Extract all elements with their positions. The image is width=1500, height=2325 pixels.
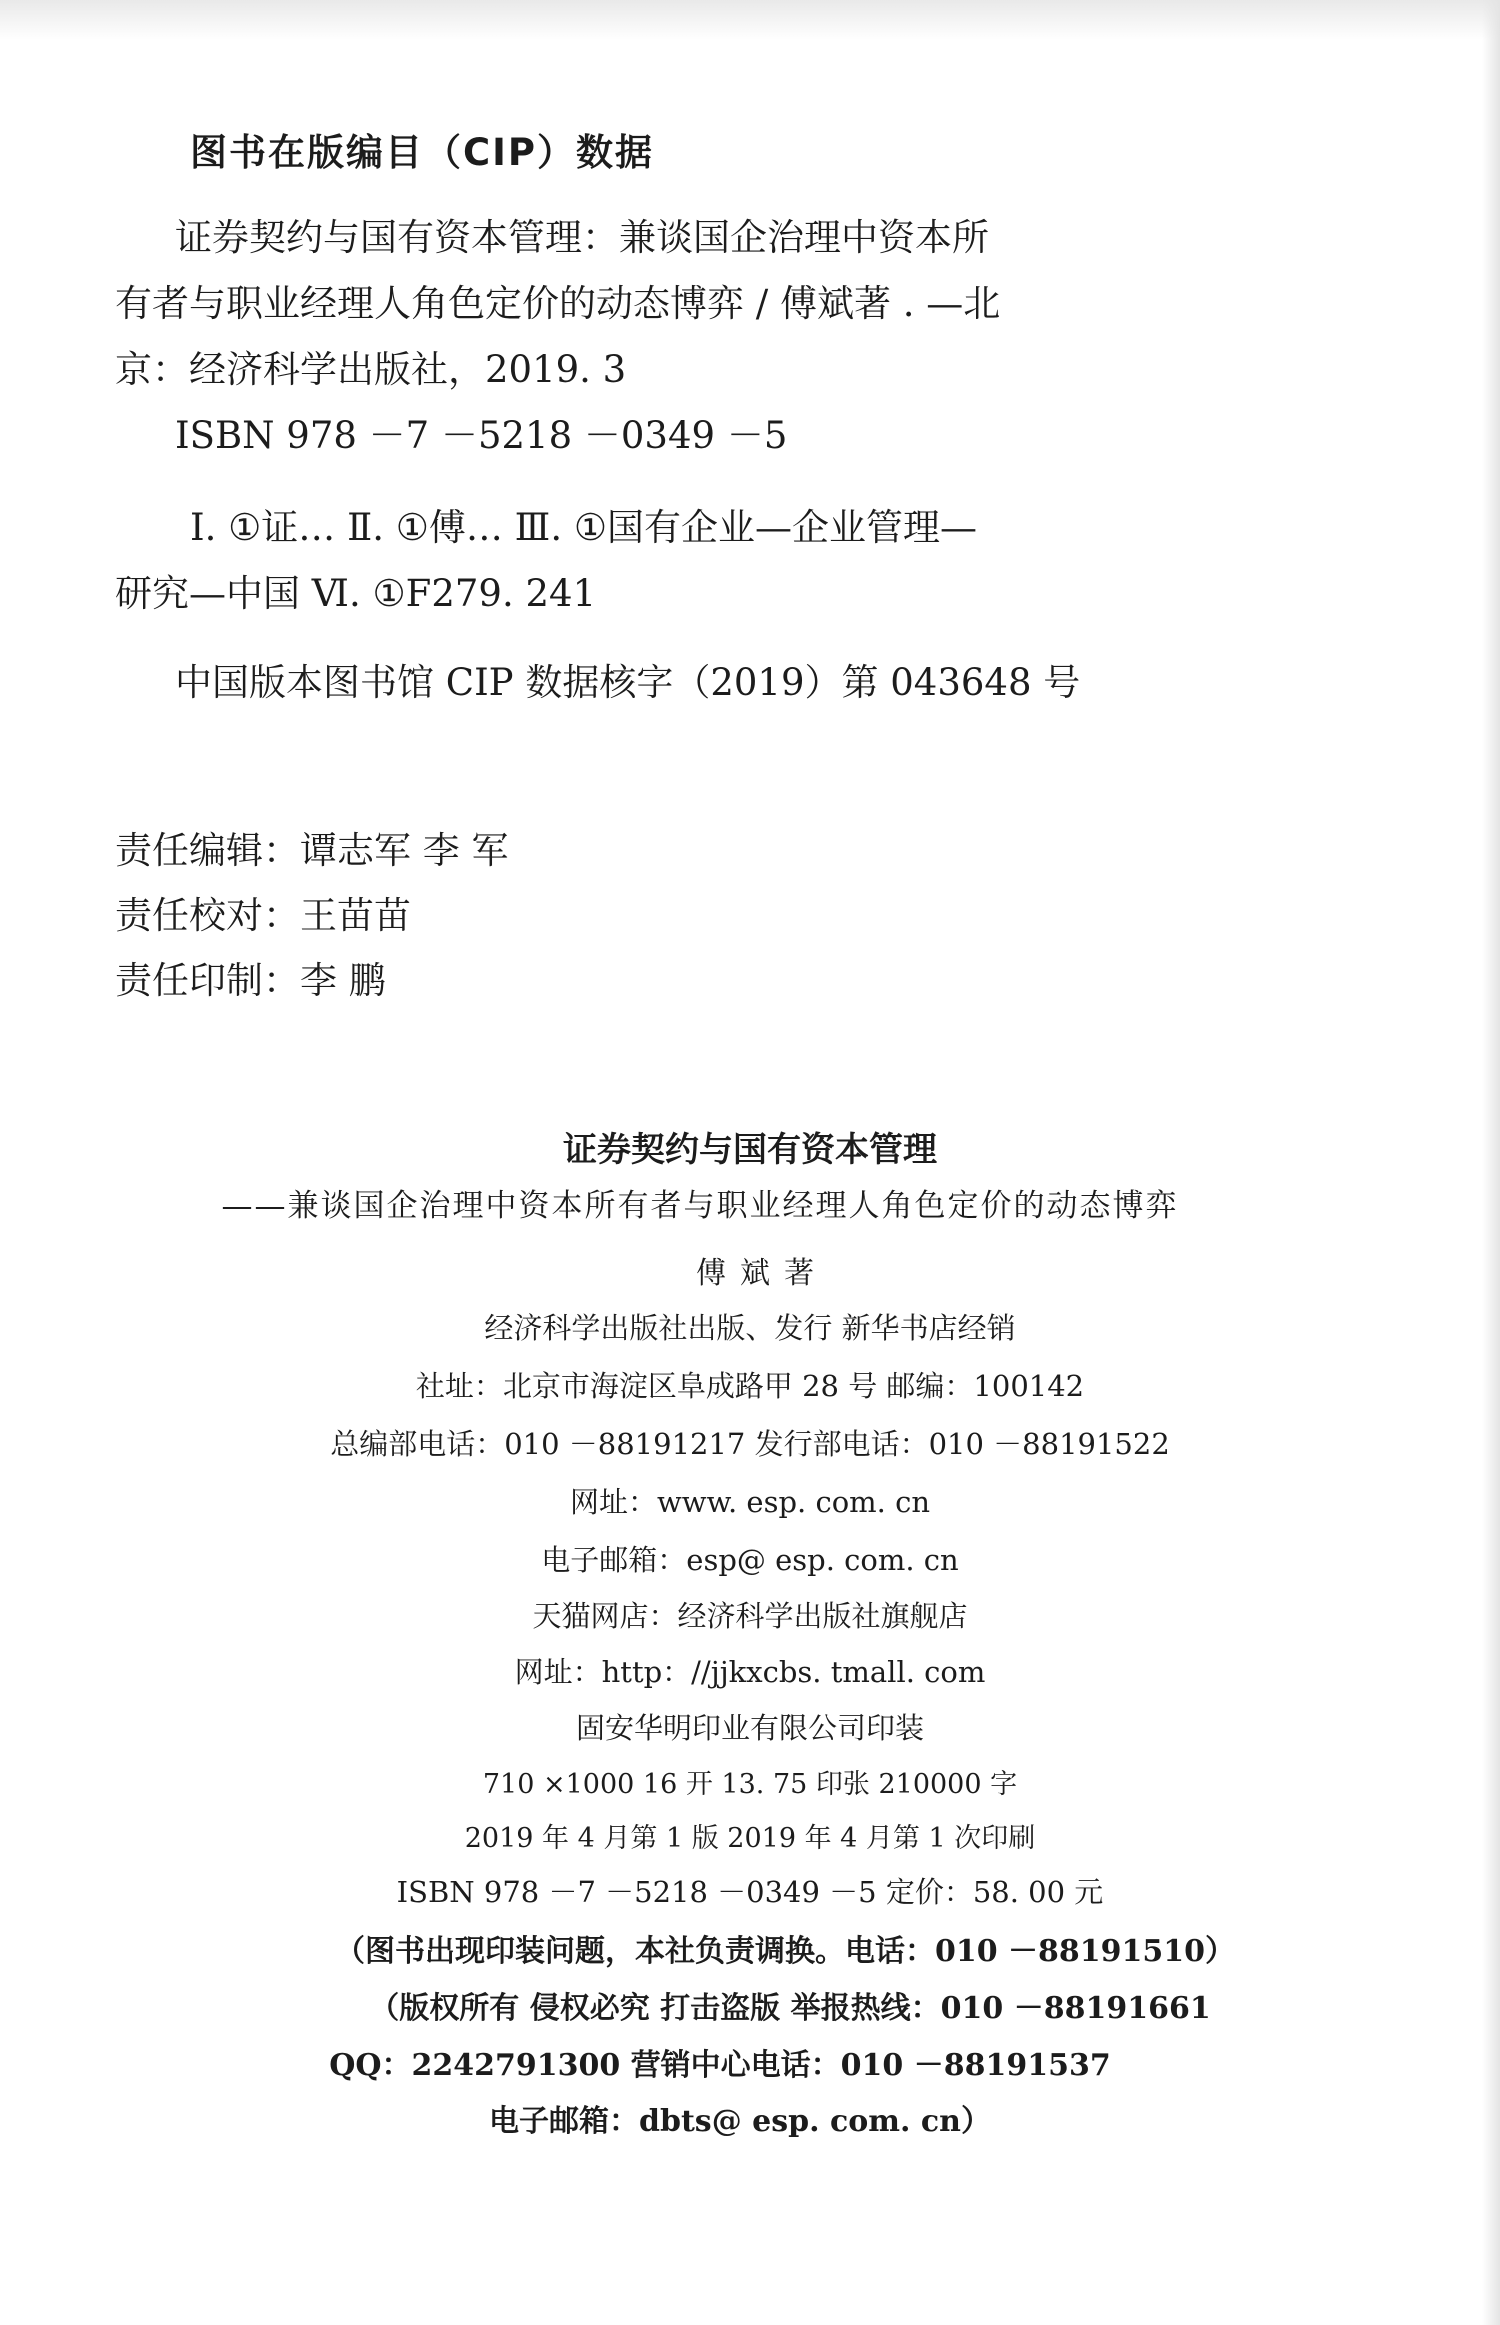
cip-class-line-1: Ⅰ. ①证… Ⅱ. ①傅… Ⅲ. ①国有企业—企业管理— [190,506,978,549]
colophon-author: 傅斌著 [696,1256,828,1291]
credit-label: 责任印制： [115,959,300,1002]
credit-editor [115,818,509,883]
cip-title-line-2: 有者与职业经理人角色定价的动态博弈 / 傅斌著 . —北 [115,282,1001,325]
colophon-edition: 2019 年 4 月第 1 版 2019 年 4 月第 1 次印刷 [464,1823,1036,1854]
credits [115,818,509,1013]
colophon-subtitle: ——兼谈国企治理中资本所有者与职业经理人角色定价的动态博弈 [221,1188,1179,1224]
credit-label: 责任编辑： [115,829,300,872]
colophon-format: 710 ×1000 16 开 13. 75 印张 210000 字 [482,1769,1018,1800]
colophon-website: 网址：www. esp. com. cn [569,1485,931,1519]
colophon-email: 电子邮箱：esp@ esp. com. cn [541,1543,959,1577]
notice-line-1: （图书出现印装问题，本社负责调换。电话：010 －88191510） [334,1934,1236,1969]
colophon-printer: 固安华明印业有限公司印装 [575,1711,924,1745]
cip-heading: 图书在版编目（CIP）数据 [190,131,655,174]
notice-line-2: （版权所有 侵权必究 打击盗版 举报热线：010 －88191661 [369,1991,1211,2026]
credit-value: 李 鹏 [300,959,386,1002]
cip-isbn: ISBN 978 －7 －5218 －0349 －5 [175,414,788,457]
credit-printing [115,948,509,1013]
colophon-address: 社址：北京市海淀区阜成路甲 28 号 邮编：100142 [415,1369,1085,1403]
cip-title-block [115,205,1115,469]
colophon-title: 证券契约与国有资本管理 [563,1130,937,1170]
colophon-tmall-store: 天猫网店：经济科学出版社旗舰店 [532,1599,968,1633]
cip-classification-block [115,495,1115,627]
scan-shadow-top [0,0,1500,40]
cip-title-line-1: 证券契约与国有资本管理：兼谈国企治理中资本所 [175,216,989,259]
notice-line-4: 电子邮箱：dbts@ esp. com. cn） [489,2104,991,2139]
credit-value: 谭志军 李 军 [300,829,509,872]
cip-number-block [115,650,1115,716]
cip-class-line-2: 研究—中国 Ⅵ. ①F279. 241 [115,572,597,615]
cip-number: 中国版本图书馆 CIP 数据核字（2019）第 043648 号 [175,661,1081,704]
colophon-phones: 总编部电话：010 －88191217 发行部电话：010 －88191522 [330,1427,1170,1461]
credit-label: 责任校对： [115,894,300,937]
credit-value: 王苗苗 [300,894,411,937]
colophon-isbn-price: ISBN 978 －7 －5218 －0349 －5 定价：58. 00 元 [396,1875,1104,1909]
credit-proofreader [115,883,509,948]
colophon-tmall-url: 网址：http：//jjkxcbs. tmall. com [514,1655,986,1689]
cip-title-line-3: 京：经济科学出版社，2019. 3 [115,348,627,391]
notice-line-3: QQ：2242791300 营销中心电话：010 －88191537 [329,2048,1111,2083]
colophon-publisher: 经济科学出版社出版、发行 新华书店经销 [484,1311,1016,1345]
